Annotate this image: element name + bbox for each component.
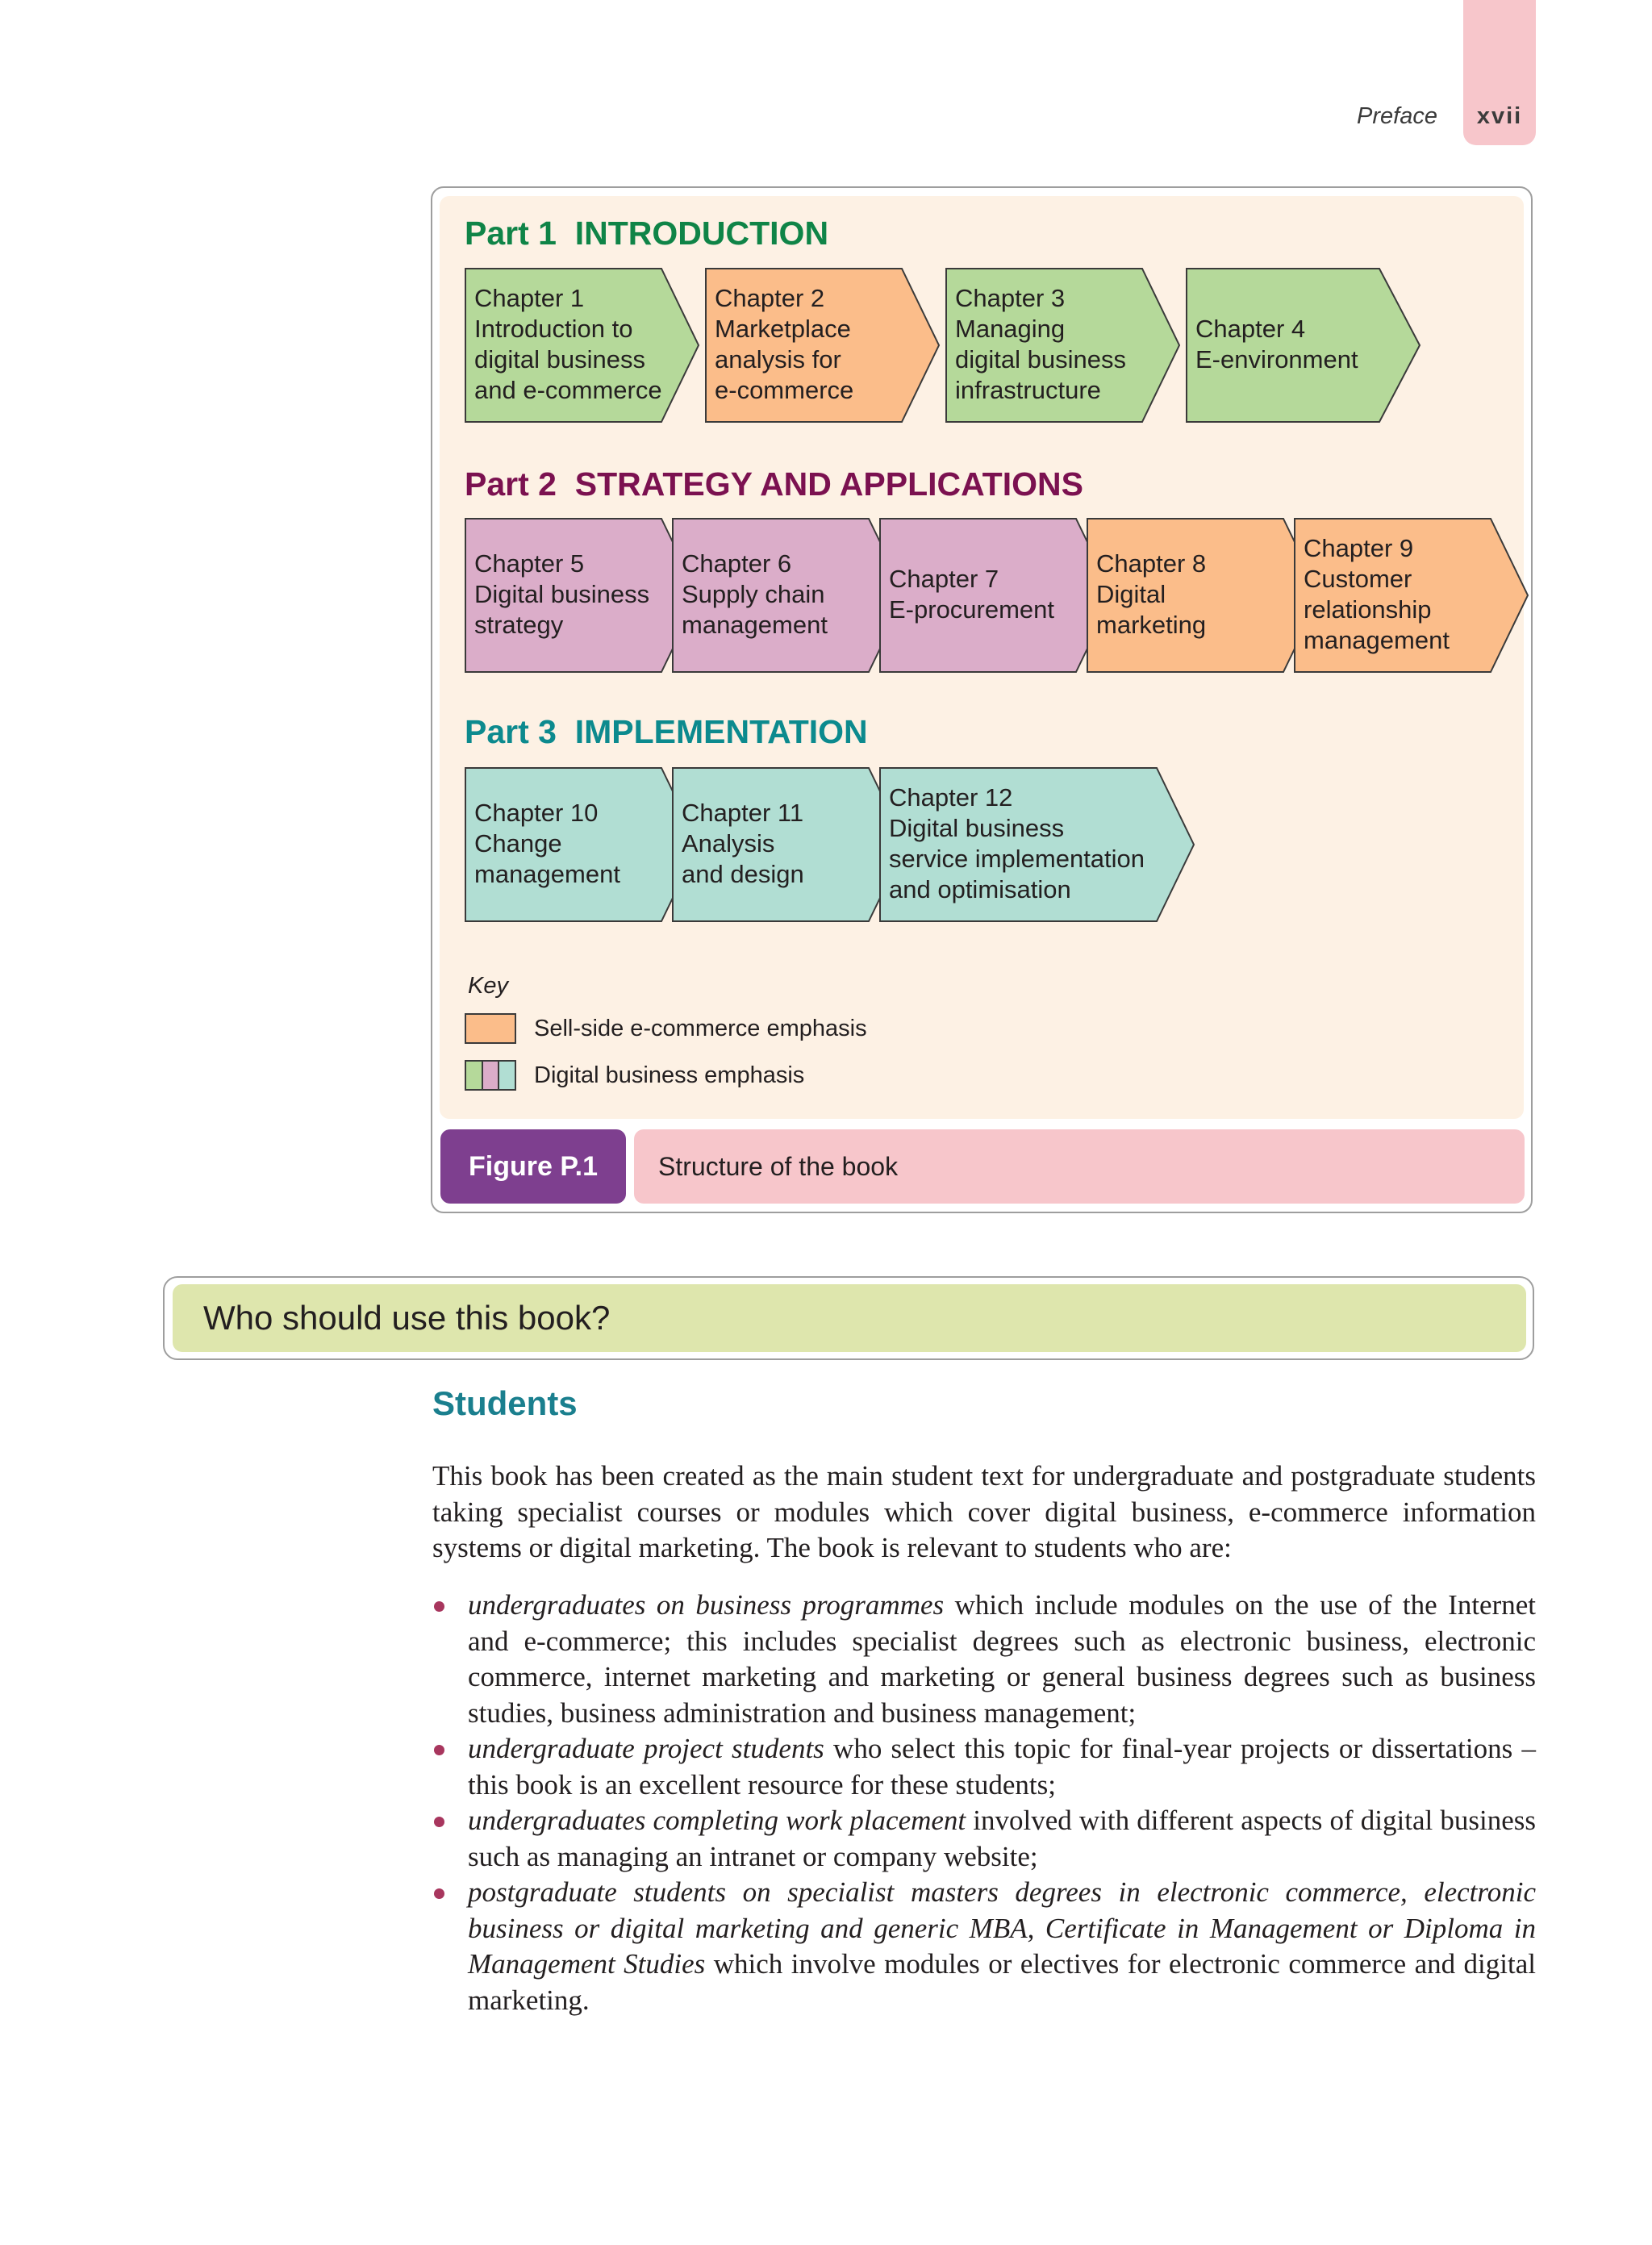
chapter-label: [1304, 518, 1521, 671]
intro-paragraph: This book has been created as the main student text for undergraduate and postgraduate students taking specialist courses or modules which cover digital business, e-commerce information systems or digital marketing. The book is relevant to students who are:: [432, 1460, 1536, 1563]
chapter-label-line: Chapter 2: [715, 284, 825, 312]
chapter-label-line: marketing: [1096, 611, 1207, 639]
chapter-label-line: analysis for: [715, 345, 841, 373]
chapter-label: [955, 268, 1173, 421]
chapter-label-line: e-commerce: [715, 376, 854, 404]
part-3-heading: Part 3 IMPLEMENTATION: [465, 713, 868, 750]
chapter-label-line: Managing: [955, 315, 1066, 343]
chapter-label-line: and optimisation: [889, 875, 1071, 903]
chapter-label-line: Change: [474, 829, 562, 858]
chapter-label-line: Digital: [1096, 580, 1166, 608]
chapter-label: [889, 767, 1171, 920]
chapter-label-line: Chapter 10: [474, 799, 599, 827]
chapter-label-line: infrastructure: [955, 376, 1101, 404]
chapter-label-line: Chapter 3: [955, 284, 1066, 312]
chapter-label-line: digital business: [955, 345, 1126, 373]
chapter-label-line: and e-commerce: [474, 376, 662, 404]
chapter-label-line: digital business: [474, 345, 645, 373]
chapter-label: [715, 268, 932, 421]
chapter-label-line: Chapter 5: [474, 549, 585, 578]
list-item: undergraduates on business programmes which include modules on the use of the Internet and e-commerce; this includes specialist degrees such as electronic business, electronic commerce, internet marketing and marketing or general business degrees such as business studies, business administration and business management;: [432, 1588, 1536, 1731]
chapter-label-line: Introduction to: [474, 315, 633, 343]
chapter-label-line: Digital business: [889, 814, 1065, 842]
section-heading: Who should use this book?: [173, 1284, 1526, 1352]
chapter-box: [1294, 518, 1544, 671]
chapter-box: [465, 268, 715, 421]
chapter-label-line: service implementation: [889, 845, 1145, 873]
chapter-label: [474, 518, 692, 671]
chapter-label-line: Digital business: [474, 580, 650, 608]
digital-business-swatch: [465, 1060, 516, 1091]
chapter-label-line: Chapter 4: [1195, 315, 1306, 343]
chapter-label-line: Chapter 12: [889, 783, 1013, 812]
chapter-label-line: Analysis: [682, 829, 775, 858]
chapter-label: [1096, 518, 1314, 671]
chapter-label-line: strategy: [474, 611, 564, 639]
chapter-label-line: E-procurement: [889, 595, 1055, 624]
chapter-label-line: Chapter 6: [682, 549, 792, 578]
list-item: postgraduate students on specialist masters degrees in electronic commerce, electronic business or digital marketing and generic MBA, Certificate in Management or Diploma in Management Studies which involve modules or electives for electronic commerce and digital marketing.: [432, 1875, 1536, 2018]
chapter-label-line: Chapter 11: [682, 799, 804, 827]
chapter-label-line: E-environment: [1195, 345, 1358, 373]
bullet-icon: [434, 1888, 444, 1899]
chapter-label-line: Chapter 8: [1096, 549, 1207, 578]
chapter-label-line: Chapter 7: [889, 565, 999, 593]
figure-number: Figure P.1: [440, 1129, 626, 1204]
chapter-box: [705, 268, 955, 421]
page-number: xvii: [1476, 103, 1523, 129]
list-item: undergraduate project students who select this topic for final-year projects or dissertations – this book is an excellent resource for these students;: [432, 1731, 1536, 1803]
list-item: undergraduates completing work placement involved with different aspects of digital business such as managing an intranet or company website;: [432, 1803, 1536, 1875]
chapter-label-line: relationship: [1304, 595, 1432, 624]
subheading-students: Students: [432, 1384, 578, 1422]
chapter-label: [889, 518, 1107, 671]
audience-list: [432, 1588, 1536, 2018]
sell-side-key-text: Sell-side e-commerce emphasis: [534, 1015, 867, 1041]
chapter-label-line: Chapter 9: [1304, 534, 1414, 562]
key-row-sell-side: [465, 1013, 867, 1044]
chapter-label-line: management: [682, 611, 828, 639]
bullet-icon: [434, 1601, 444, 1612]
chapter-box: [879, 767, 1197, 920]
chapter-label: [474, 767, 692, 920]
figure-caption: Structure of the book: [634, 1129, 1525, 1204]
sell-side-swatch: [465, 1013, 516, 1044]
chapter-label: [474, 268, 692, 421]
chapter-label-line: and design: [682, 860, 804, 888]
chapter-label: [1195, 268, 1413, 421]
chapter-box: [945, 268, 1195, 421]
chapter-label-line: management: [474, 860, 620, 888]
chapter-label-line: Supply chain: [682, 580, 825, 608]
bullet-icon: [434, 1817, 444, 1827]
chapter-box: [1186, 268, 1436, 421]
chapter-label-line: Customer: [1304, 565, 1412, 593]
chapter-label: [682, 518, 899, 671]
part-1-heading: Part 1 INTRODUCTION: [465, 215, 829, 252]
running-title: Preface: [1357, 103, 1437, 129]
chapter-label-line: Marketplace: [715, 315, 851, 343]
chapter-label-line: management: [1304, 626, 1450, 654]
chapter-label-line: Chapter 1: [474, 284, 585, 312]
bullet-icon: [434, 1745, 444, 1755]
part-2-heading: Part 2 STRATEGY AND APPLICATIONS: [465, 465, 1083, 503]
key-row-digital-business: [465, 1060, 804, 1091]
key-label: Key: [468, 973, 508, 999]
digital-business-key-text: Digital business emphasis: [534, 1062, 805, 1088]
chapter-label: [682, 767, 899, 920]
